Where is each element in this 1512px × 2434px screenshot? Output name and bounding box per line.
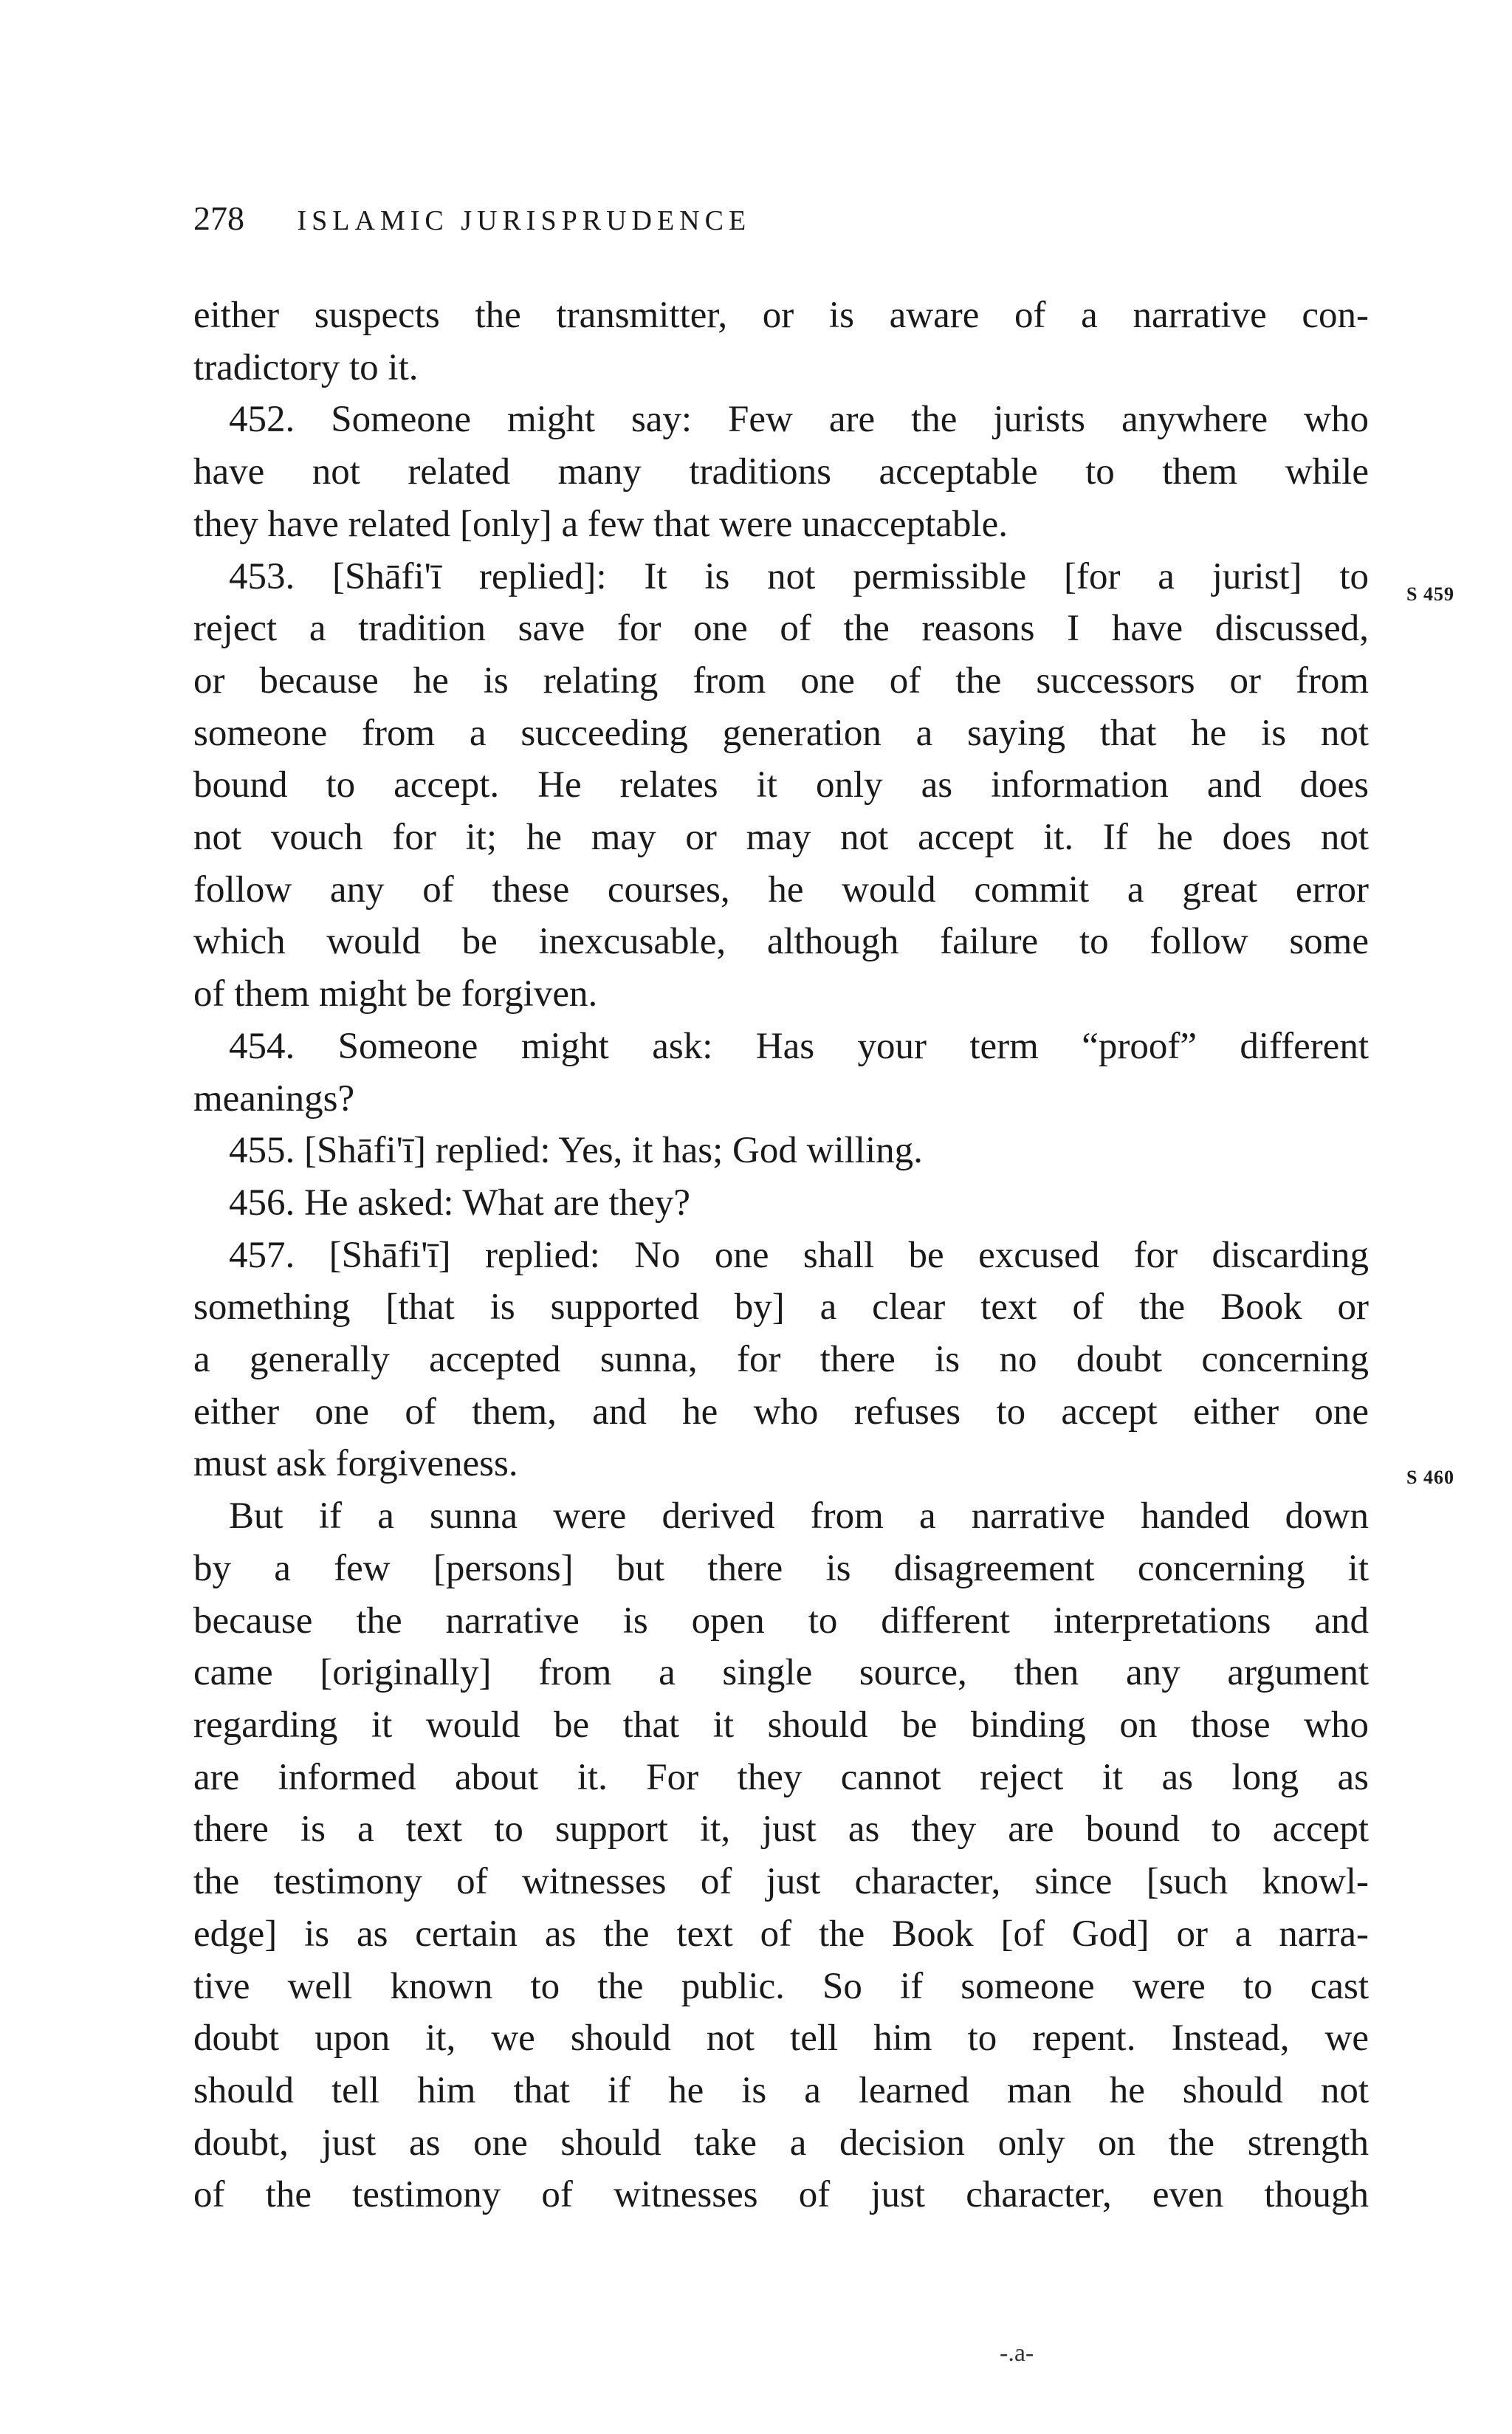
page-header — [193, 198, 751, 241]
text-line: by a few [persons] but there is disagreement concerning it — [193, 1547, 1369, 1589]
text-line: bound to accept. He relates it only as information and does — [193, 764, 1369, 806]
text-line: or because he is relating from one of the successors or from — [193, 659, 1369, 702]
text-line: 457. [Shāfi'ī] replied: No one shall be excused for discarding — [229, 1234, 1369, 1276]
text-line: not vouch for it; he may or may not accept it. If he does not — [193, 817, 1369, 859]
text-line: follow any of these courses, he would commit a great error — [193, 868, 1369, 911]
text-line: 454. Someone might ask: Has your term “proof” different — [229, 1025, 1369, 1067]
text-line: tradictory to it. — [193, 346, 419, 388]
page-number: 278 — [193, 199, 244, 237]
text-line: because the narrative is open to different interpretations and — [193, 1600, 1369, 1642]
text-line: edge] is as certain as the text of the Book [of God] or a narra- — [193, 1913, 1369, 1955]
text-line: they have related [only] a few that were unacceptable. — [193, 503, 1008, 545]
text-line: of them might be forgiven. — [193, 973, 598, 1015]
text-line: there is a text to support it, just as they are bound to accept — [193, 1809, 1369, 1851]
text-line: reject a tradition save for one of the reasons I have discussed, — [193, 608, 1369, 650]
text-line: doubt, just as one should take a decision only on the strength — [193, 2122, 1369, 2164]
footer-mark: -.a- — [1000, 2339, 1034, 2367]
margin-ref-s460: S 460 — [1406, 1467, 1454, 1488]
text-line: But if a sunna were derived from a narrative handed down — [229, 1495, 1369, 1537]
text-line: 453. [Shāfi'ī replied]: It is not permissible [for a jurist] to — [229, 555, 1369, 597]
text-line: either suspects the transmitter, or is aware of a narrative con- — [193, 295, 1369, 336]
running-title: ISLAMIC JURISPRUDENCE — [297, 205, 752, 236]
text-line: a generally accepted sunna, for there is no doubt concerning — [193, 1339, 1369, 1381]
text-line: something [that is supported by] a clear text of the Book or — [193, 1286, 1369, 1329]
text-line: meanings? — [193, 1077, 355, 1120]
text-line: someone from a succeeding generation a saying that he is not — [193, 712, 1369, 754]
text-line: the testimony of witnesses of just character, since [such knowl- — [193, 1861, 1369, 1903]
text-line: tive well known to the public. So if someone were to cast — [193, 1965, 1369, 2007]
text-line: came [originally] from a single source, then any argument — [193, 1652, 1369, 1694]
text-line: regarding it would be that it should be binding on those who — [193, 1704, 1369, 1746]
body-text — [193, 289, 1369, 2221]
text-line: 456. He asked: What are they? — [229, 1182, 690, 1224]
text-line: 455. [Shāfi'ī] replied: Yes, it has; God willing. — [229, 1130, 923, 1172]
text-line: doubt upon it, we should not tell him to repent. Instead, we — [193, 2018, 1369, 2060]
text-line: are informed about it. For they cannot reject it as long as — [193, 1756, 1369, 1798]
text-line: which would be inexcusable, although failure to follow some — [193, 921, 1369, 963]
text-line: must ask forgiveness. — [193, 1443, 518, 1485]
text-line: should tell him that if he is a learned man he should not — [193, 2069, 1369, 2111]
text-line: either one of them, and he who refuses to accept either one — [193, 1391, 1369, 1433]
text-line: 452. Someone might say: Few are the jurists anywhere who — [229, 399, 1369, 441]
margin-ref-s459: S 459 — [1406, 583, 1454, 605]
text-line: of the testimony of witnesses of just character, even though — [193, 2174, 1369, 2216]
text-line: have not related many traditions acceptable to them while — [193, 451, 1369, 493]
